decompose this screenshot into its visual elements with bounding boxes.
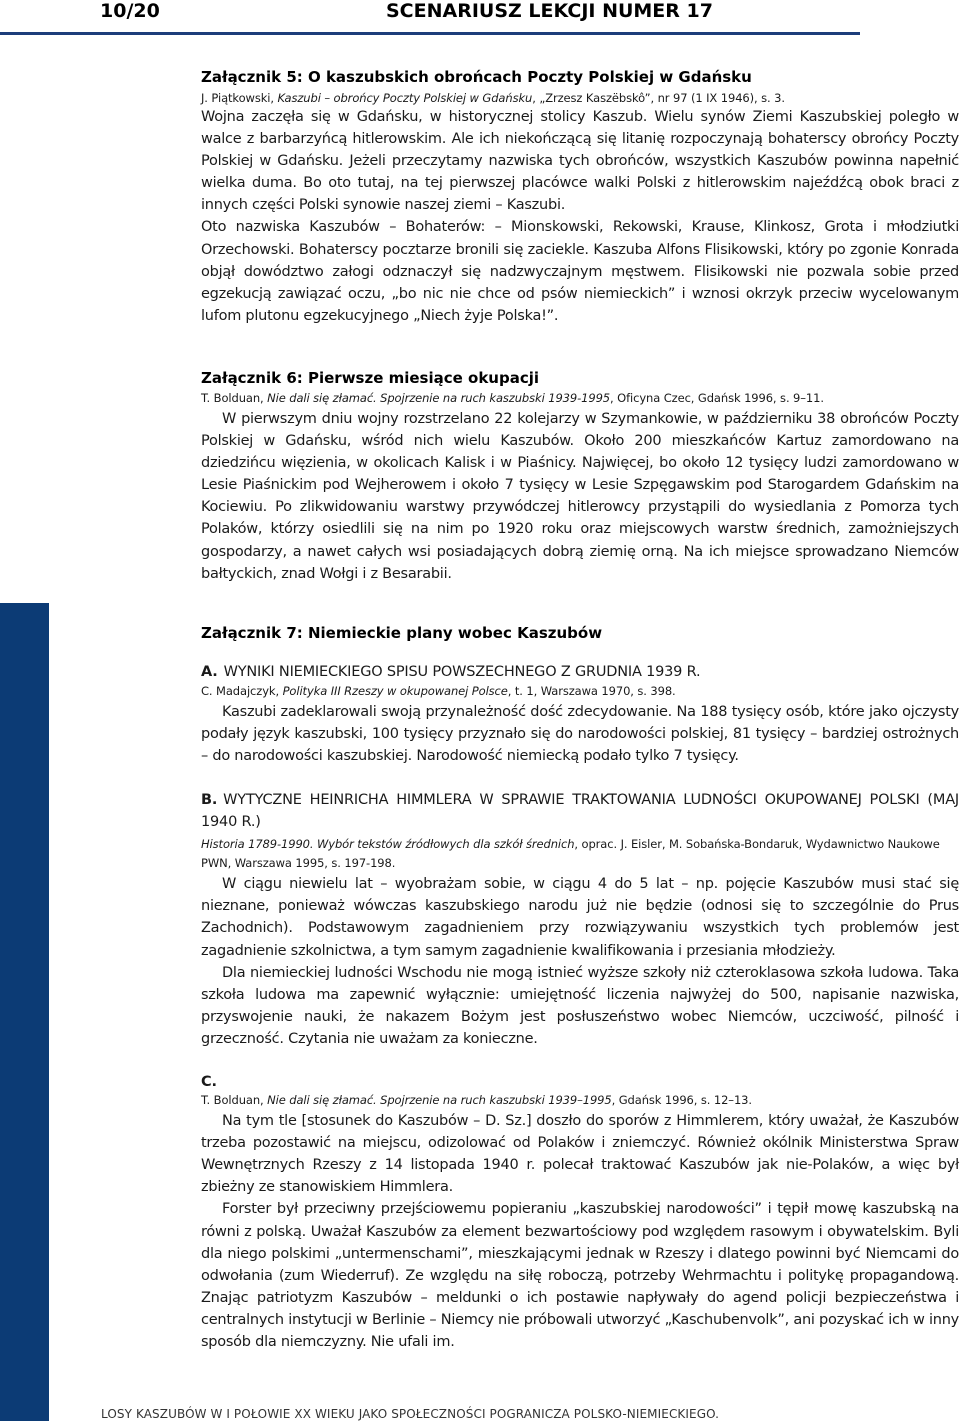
section-5-title: Załącznik 5: O kaszubskich obrońcach Poczty Polskiej w Gdańsku	[201, 68, 752, 86]
subsection-b-letter: B.	[201, 792, 218, 809]
source-author: T. Bolduan,	[201, 1093, 268, 1108]
subsection-a-title: WYNIKI NIEMIECKIEGO SPISU POWSZECHNEGO Z GRUDNIA 1939 R.	[223, 664, 701, 680]
side-accent-bar	[0, 603, 49, 1421]
section-6-title: Załącznik 6: Pierwsze miesiące okupacji	[201, 369, 540, 387]
section-5-paragraph-1: Wojna zaczęła się w Gdańsku, w historycznej stolicy Kaszub. Wielu synów Ziemi Kaszubskiej poległo w walce z barbarzyńcą hitlerowskim. Ale ich niekończącą się litanię rozpoczynają bohaterscy obrońcy Poczty Polskiej w Gdańsku. Jeżeli przeczytamy nazwiska tych obrońców, wszystkich Kaszubów powinna napełnić wielka duma. Bo oto tutaj, na tej pierwszej placówce walki Polski z hitlerowskim najeźdźcą obok braci z innych części Polski synowie naszej ziemi – Kaszubi.	[201, 109, 959, 214]
section-7-title: Załącznik 7: Niemieckie plany wobec Kaszubów	[201, 624, 603, 642]
subsection-c-heading	[201, 1074, 959, 1090]
source-title: Nie dali się złamać. Spojrzenie na ruch kaszubski 1939-1995	[267, 391, 611, 405]
source-title: Nie dali się złamać. Spojrzenie na ruch kaszubski 1939–1995	[267, 1093, 612, 1108]
section-7	[201, 624, 959, 1353]
subsection-b-paragraph-2: Dla niemieckiej ludności Wschodu nie mogą istnieć wyższe szkoły niż czteroklasowa szkoła ludowa. Taka szkoła ludowa ma zapewnić wyłącznie: umiejętność liczenia najwyżej do 500, napisanie nazwiska, przyswojenie nauki, że nakazem Bożym jest posłuszeństwo wobec Niemców, uczciwość, pilność i grzeczność. Czytania nie uważam za konieczne.	[201, 964, 959, 1047]
page-number: 10/20	[100, 0, 160, 22]
subsection-c-paragraph-1: Na tym tle [stosunek do Kaszubów – D. Sz.] doszło do sporów z Himmlerem, który uważał, że Kaszubów trzeba pozostawić na miejscu, odizolować od Polaków i zniemczyć. Również okólnik Ministerstwa Spraw Wewnętrznych Rzeszy z 14 listopada 1940 r. polecał traktować Kaszubów jak nie-Polaków, a więc był zbieżny ze stanowiskiem Himmlera.	[201, 1113, 959, 1196]
source-title: Kaszubi – obrońcy Poczty Polskiej w Gdańsku	[277, 91, 533, 105]
subsection-a-source	[201, 682, 959, 701]
source-details: , oprac. J. Eisler, M. Sobańska-Bondaruk, Wydawnictwo Naukowe PWN, Warszawa 1995, s. 197-198.	[201, 837, 940, 871]
section-5	[201, 68, 959, 327]
source-title: Polityka III Rzeszy w okupowanej Polsce	[282, 684, 508, 698]
source-author: T. Bolduan,	[201, 391, 268, 405]
subsection-b-source	[201, 835, 959, 873]
section-6-source	[201, 389, 959, 408]
subsection-a-heading	[201, 664, 959, 680]
section-6-paragraph-1: W pierwszym dniu wojny rozstrzelano 22 kolejarzy w Szymankowie, w październiku 38 obrońców Poczty Polskiej w Gdańsku, wśród nich wielu Kaszubów. Około 200 mieszkańców Kartuz zamordowano na dziedzińcu więzienia, w okolicach Kalisk i w Piaśnicy. Najwięcej, bo około 12 tysięcy ludzi zamordowano w Lesie Piaśnickim pod Wejherowem i około 7 tysięcy w Lesie Szpęgawskim pod Starogardem Gdańskim na Kociewiu. Po zlikwidowaniu warstwy przywódczej hitlerowcy przystąpili do wysiedlania z Pomorza tych Polaków, którzy osiedlili się na nim po 1920 roku oraz miejscowych warstw średnich, zamożniejszych gospodarzy, a nawet całych wsi posiadających dobrą ziemię orną. Na ich miejsce sprowadzano Niemców bałtyckich, znad Wołgi i z Besarabii.	[201, 411, 959, 582]
source-details: , Oficyna Czec, Gdańsk 1996, s. 9–11.	[610, 391, 824, 405]
subsection-b-paragraph-1: W ciągu niewielu lat – wyobrażam sobie, w ciągu 4 do 5 lat – np. pojęcie Kaszubów musi stać się nieznane, ponieważ wówczas kaszubskiego narodu już nie będzie (odnosi się to szczególnie do Prus Zachodnich). Podstawowym zagadnieniem przy rozwiązywaniu wszystkich tych problemów jest zagadnienie szkolnictwa, a tym samym zagadnienie kwalifikowania i przesiania młodzieży.	[201, 876, 959, 959]
source-author: J. Piątkowski,	[201, 91, 278, 105]
source-author: C. Madajczyk,	[201, 684, 283, 698]
page-header	[0, 0, 960, 35]
subsection-c-paragraph-2: Forster był przeciwny przejściowemu popieraniu „kaszubskiej narodowości” i tępił mowę kaszubską na równi z polską. Uważał Kaszubów za element bezwartościowy pod względem rasowym i obywatelskim. Byli dla niego polskimi „untermenschami”, mieszkającymi jednak w Rzeszy i dlatego powinni być Niemcami do odwołania (zum Wiederruf). Ze względu na siłę roboczą, potrzeby Wehrmachtu i politykę propagandową. Znając patriotyzm Kaszubów – meldunki o ich postawie napływały do agend policji bezpieczeństwa i centralnych instytucji w Berlinie – Niemcy nie próbowali utworzyć „Kaschubenvolk”, ani pozyskać ich w inny sposób dla niemczyzny. Nie ufali im.	[201, 1201, 959, 1350]
section-5-paragraph-2: Oto nazwiska Kaszubów – Bohaterów: – Mionskowski, Rekowski, Krause, Klinkosz, Grota i młodziutki Orzechowski. Bohaterscy pocztarze bronili się zaciekle. Kaszuba Alfons Flisikowski, który po zgonie Konrada objął dowództwo załogi odznaczył się nadzwyczajnym męstwem. Flisikowski nie pozwala sobie przed egzekucją zawiązać oczu, „bo nic nie chce od psów niemieckich” i wznosi okrzyk przeciw wycelowanym lufom plutonu egzekucyjnego „Niech żyje Polska!”.	[201, 219, 959, 324]
page-footer: LOSY KASZUBÓW W I POŁOWIE XX WIEKU JAKO SPOŁECZNOŚCI POGRANICZA POLSKO-NIEMIECKIEGO.	[101, 1407, 720, 1421]
source-details: , „Zrzesz Kaszëbskô”, nr 97 (1 IX 1946), s. 3.	[532, 91, 785, 105]
source-details: , t. 1, Warszawa 1970, s. 398.	[507, 684, 676, 698]
source-details: , Gdańsk 1996, s. 12–13.	[611, 1093, 752, 1108]
source-title: Historia 1789-1990. Wybór tekstów źródłowych dla szkół średnich	[201, 837, 575, 852]
subsection-a-paragraph: Kaszubi zadeklarowali swoją przynależność dość zdecydowanie. Na 188 tysięcy osób, które jako ojczysty podały język kaszubski, 100 tysięcy przyznało się do narodowości polskiej, 81 tysięcy – bardziej ostrożnych – do narodowości kaszubskiej. Narodowość niemiecką podało tylko 7 tysięcy.	[201, 704, 959, 765]
header-rule	[0, 32, 860, 35]
subsection-b-heading	[201, 789, 959, 833]
header-title: SCENARIUSZ LEKCJI NUMER 17	[386, 0, 713, 22]
subsection-c-source	[201, 1091, 959, 1110]
subsection-a-letter: A.	[201, 664, 218, 680]
section-6	[201, 369, 959, 585]
subsection-c-letter: C.	[201, 1074, 217, 1091]
subsection-b-title: WYTYCZNE HEINRICHA HIMMLERA W SPRAWIE TRAKTOWANIA LUDNOŚCI OKUPOWANEJ POLSKI (MAJ 1940 R.)	[201, 792, 959, 831]
